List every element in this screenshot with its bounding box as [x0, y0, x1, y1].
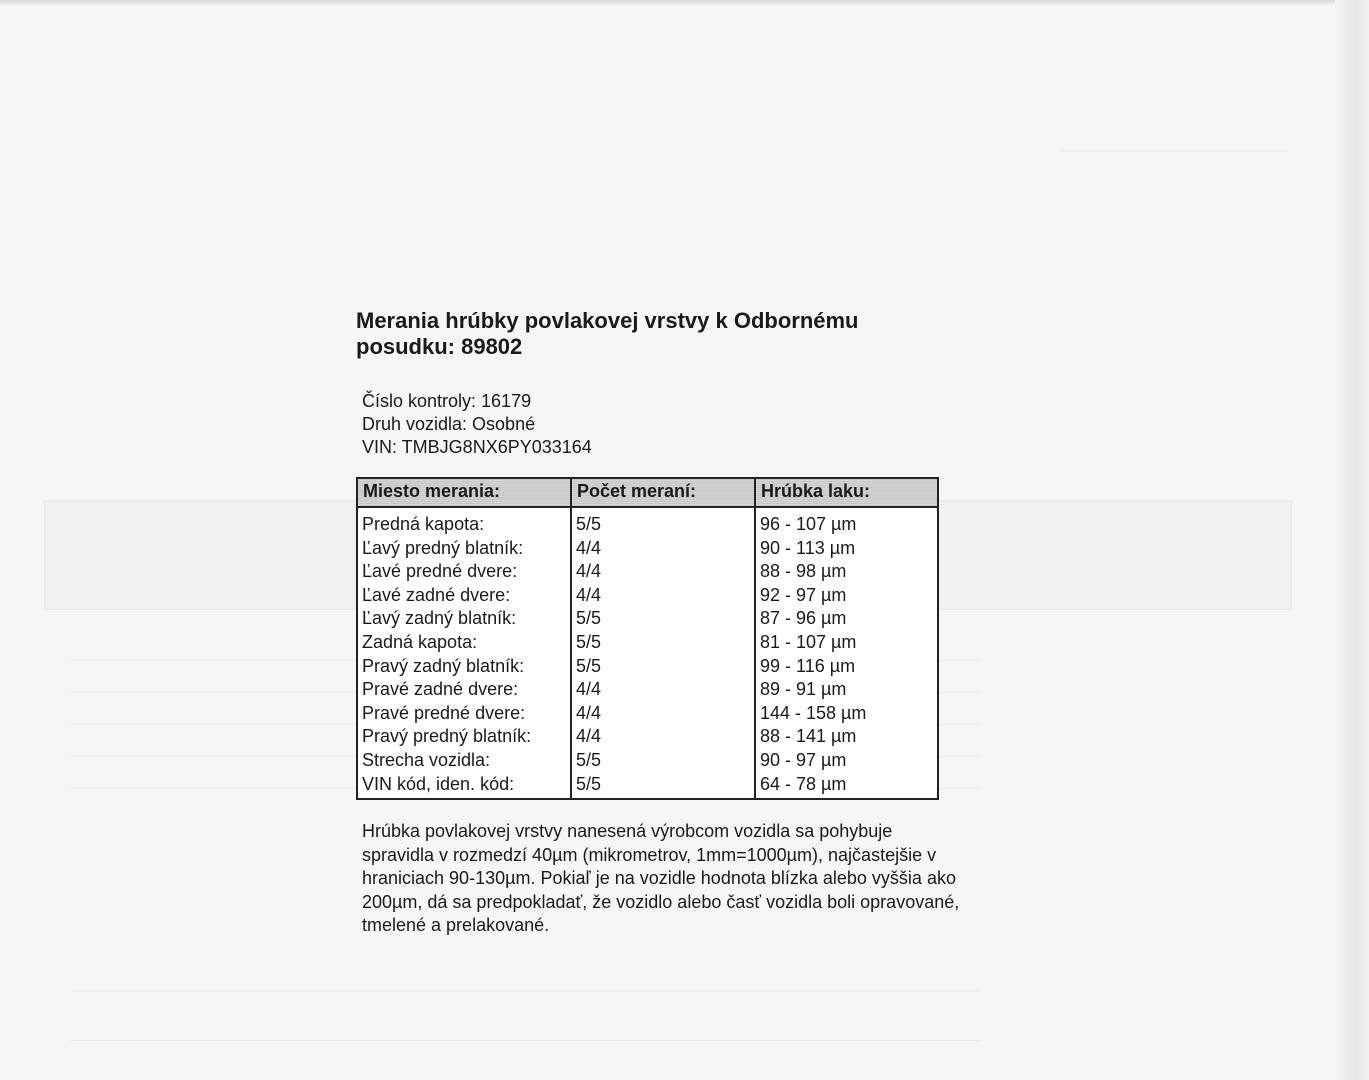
- measurement-location: Pravé zadné dvere:: [362, 679, 519, 700]
- measurement-count: 5/5: [571, 655, 755, 679]
- explanatory-note: Hrúbka povlakovej vrstvy nanesená výrobcom vozidla sa pohybuje spravidla v rozmedzí 40µm (mikrometrov, 1mm=1000µm), najčastejšie v hraniciach 90-130µm. Pokiaľ je na vozidle hodnota blízka alebo vyššia ako 200µm, dá sa predpokladať, že vozidlo alebo časť vozidla boli opravované, tmelené a prelakované.: [362, 821, 960, 936]
- measurement-count: 5/5: [571, 607, 755, 631]
- measurement-count: 4/4: [571, 537, 755, 561]
- table-row: [357, 537, 938, 561]
- page-title: Merania hrúbky povlakovej vrstvy k Odbornému posudku: 89802: [356, 308, 859, 359]
- paint-thickness: 88 - 98 µm: [755, 560, 938, 584]
- table-row: [357, 725, 938, 749]
- vehicle-info: [356, 390, 956, 459]
- background-rule: [70, 1040, 980, 1041]
- scan-edge: [0, 0, 1369, 6]
- measurement-count: 5/5: [571, 631, 755, 655]
- measurement-count: 5/5: [571, 773, 755, 800]
- measurement-count: 4/4: [571, 584, 755, 608]
- measurement-count: 5/5: [571, 507, 755, 537]
- table-row: [357, 678, 938, 702]
- paint-thickness: 144 - 158 µm: [755, 702, 938, 726]
- column-header-location: Miesto merania:: [357, 478, 571, 507]
- measurement-location: Ľavé zadné dvere:: [362, 584, 511, 605]
- measurement-location: Zadná kapota:: [362, 631, 478, 652]
- table-row: [357, 702, 938, 726]
- inspection-number: Číslo kontroly: 16179: [362, 391, 532, 411]
- measurement-count: 5/5: [571, 749, 755, 773]
- table-row: [357, 749, 938, 773]
- paint-thickness: 96 - 107 µm: [755, 507, 938, 537]
- measurement-count: 4/4: [571, 702, 755, 726]
- paint-thickness: 90 - 97 µm: [755, 749, 938, 773]
- background-rule: [70, 990, 980, 991]
- paint-thickness: 64 - 78 µm: [755, 773, 938, 800]
- measurement-location: Predná kapota:: [362, 514, 485, 534]
- measurement-location: Pravý predný blatník:: [362, 726, 532, 747]
- table-row: [357, 631, 938, 655]
- column-header-count: Počet meraní:: [571, 478, 755, 507]
- table-row: [357, 773, 938, 800]
- table-row: [357, 607, 938, 631]
- paint-thickness: 87 - 96 µm: [755, 607, 938, 631]
- measurement-count: 4/4: [571, 560, 755, 584]
- measurement-sheet: [356, 308, 960, 956]
- measurement-table: [356, 477, 939, 800]
- measurement-location: Strecha vozidla:: [362, 749, 491, 770]
- measurement-location: Ľavý predný blatník:: [362, 537, 524, 558]
- table-row: [357, 584, 938, 608]
- paint-thickness: 99 - 116 µm: [755, 655, 938, 679]
- measurement-location: Pravé predné dvere:: [362, 702, 526, 723]
- table-row: [357, 507, 938, 537]
- measurement-count: 4/4: [571, 725, 755, 749]
- measurement-location: Ľavý zadný blatník:: [362, 608, 517, 629]
- column-header-thickness: Hrúbka laku:: [755, 478, 938, 507]
- paint-thickness: 89 - 91 µm: [755, 678, 938, 702]
- measurement-location: Ľavé predné dvere:: [362, 561, 518, 582]
- measurement-location: Pravý zadný blatník:: [362, 655, 525, 676]
- measurement-count: 4/4: [571, 678, 755, 702]
- vin-number: VIN: TMBJG8NX6PY033164: [362, 437, 592, 457]
- vehicle-type: Druh vozidla: Osobné: [362, 414, 536, 434]
- measurement-location: VIN kód, iden. kód:: [362, 773, 515, 794]
- table-row: [357, 655, 938, 679]
- paint-thickness: 92 - 97 µm: [755, 584, 938, 608]
- scan-edge-right: [1335, 0, 1369, 1080]
- background-rule: [1060, 150, 1290, 151]
- paint-thickness: 88 - 141 µm: [755, 725, 938, 749]
- table-row: [357, 560, 938, 584]
- paint-thickness: 90 - 113 µm: [755, 537, 938, 561]
- table-header-row: [357, 478, 938, 507]
- paint-thickness: 81 - 107 µm: [755, 631, 938, 655]
